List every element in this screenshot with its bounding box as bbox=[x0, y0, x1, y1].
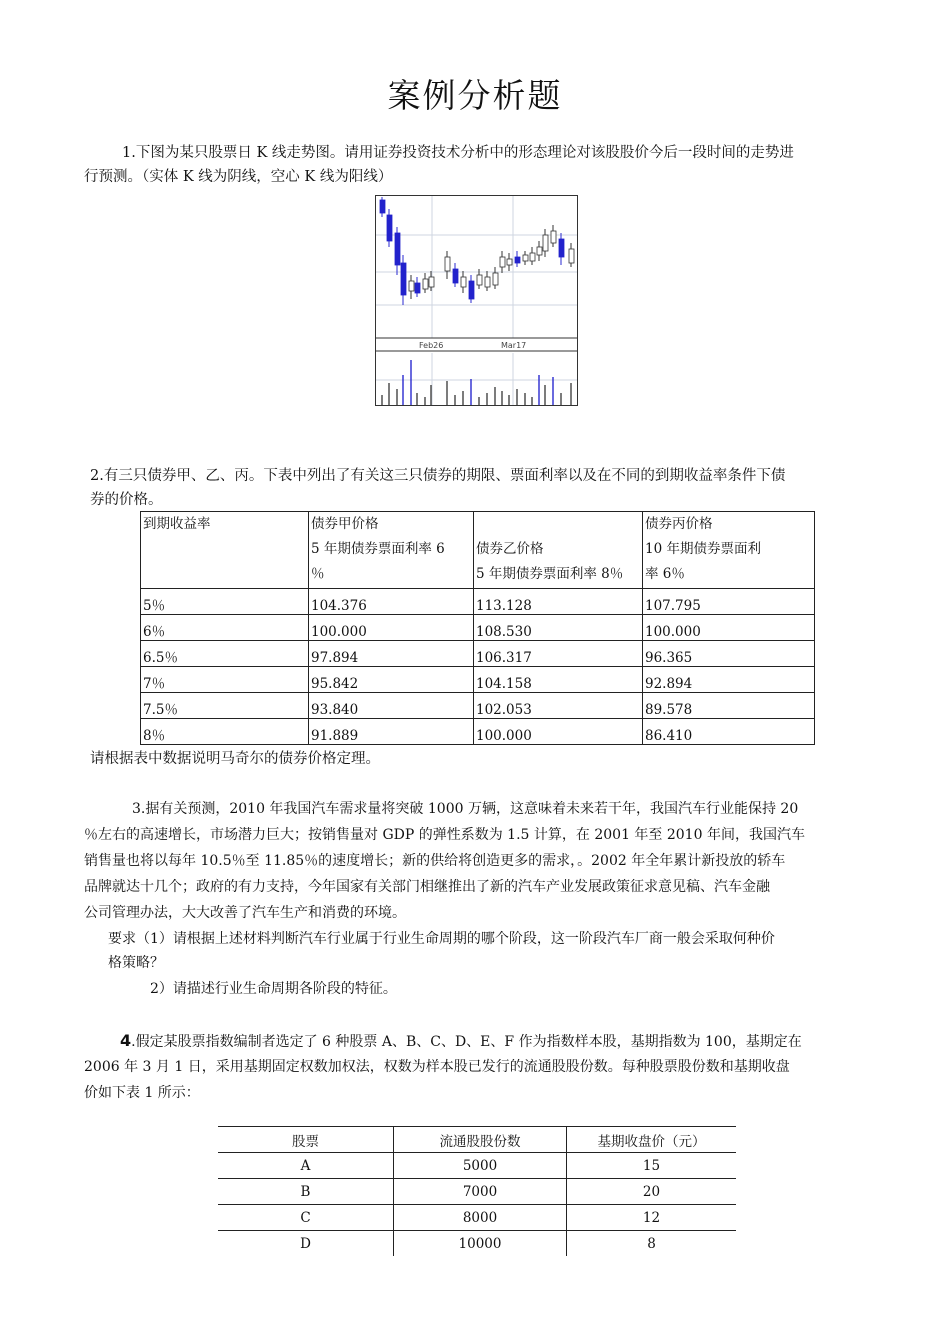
table-cell: 107.795 bbox=[643, 589, 815, 615]
header-yield: 到期收益率 bbox=[141, 512, 309, 589]
table-cell: C bbox=[218, 1205, 394, 1231]
table-row bbox=[141, 667, 815, 693]
q3-line5: 公司管理办法，大大改善了汽车生产和消费的环境。 bbox=[84, 905, 406, 921]
q3-line1: 3.据有关预测，2010 年我国汽车需求量将突破 1000 万辆，这意味着未来若干年，我国汽车行业能保持 20 bbox=[132, 801, 799, 817]
table-cell: 104.158 bbox=[474, 667, 643, 693]
header-bond-a: 债券甲价格 5 年期债券票面利率 6 ％ bbox=[309, 512, 474, 589]
table-row bbox=[141, 719, 815, 745]
table-cell: 7000 bbox=[394, 1179, 567, 1205]
candle-body bbox=[477, 275, 482, 285]
candle-body bbox=[523, 255, 528, 261]
kline-chart bbox=[375, 195, 578, 406]
table-cell: 20 bbox=[567, 1179, 737, 1205]
table-cell: 15 bbox=[567, 1153, 737, 1179]
candle-body bbox=[409, 281, 414, 291]
table-cell: 7.5％ bbox=[141, 693, 309, 719]
table-cell: 6.5％ bbox=[141, 641, 309, 667]
table-cell: 8 bbox=[567, 1231, 737, 1257]
header-shares: 流通股股份数 bbox=[394, 1127, 567, 1153]
table-cell: 102.053 bbox=[474, 693, 643, 719]
candle-body bbox=[445, 257, 450, 271]
q4-line1-text: .假定某股票指数编制者选定了 6 种股票 A、B、C、D、E、F 作为指数样本股，基期指数为 100，基期定在 bbox=[131, 1034, 802, 1050]
table-cell: 106.317 bbox=[474, 641, 643, 667]
chart-frame bbox=[376, 196, 578, 406]
table-row bbox=[141, 589, 815, 615]
candle-body bbox=[551, 231, 556, 243]
header-bond-c: 债券丙价格 10 年期债券票面利 率 6％ bbox=[643, 512, 815, 589]
page-title: 案例分析题 bbox=[387, 76, 563, 115]
table-cell: 113.128 bbox=[474, 589, 643, 615]
table-cell: D bbox=[218, 1231, 394, 1257]
kline-chart-svg bbox=[375, 195, 578, 406]
candle-body bbox=[569, 249, 574, 263]
q1-line2: 行预测。（实体 K 线为阴线，空心 K 线为阳线） bbox=[84, 169, 393, 185]
table-cell: 97.894 bbox=[309, 641, 474, 667]
q4-number: 4 bbox=[120, 1031, 132, 1050]
table-cell: 92.894 bbox=[643, 667, 815, 693]
candle-body bbox=[415, 283, 420, 293]
q3-requirement-1a: 要求（1）请根据上述材料判断汽车行业属于行业生命周期的哪个阶段，这一阶段汽车厂商一般会采取何种价 bbox=[108, 931, 775, 947]
q2-line2: 券的价格。 bbox=[90, 492, 163, 508]
table-cell: 96.365 bbox=[643, 641, 815, 667]
stock-table bbox=[218, 1126, 736, 1256]
table-row bbox=[141, 641, 815, 667]
candle-body bbox=[461, 277, 466, 287]
q3-line3: 销售量也将以每年 10.5％至 11.85％的速度增长；新的供给将创造更多的需求，。2002 年全年累计新投放的轿车 bbox=[84, 853, 786, 869]
candle-body bbox=[515, 257, 520, 263]
table-cell: 5000 bbox=[394, 1153, 567, 1179]
candle-body bbox=[401, 263, 406, 295]
header-base-price: 基期收盘价（元） bbox=[567, 1127, 737, 1153]
table-row bbox=[218, 1153, 736, 1179]
q4-line2: 2006 年 3 月 1 日，采用基期固定权数加权法，权数为样本股已发行的流通股股份数。每种股票股份数和基期收盘 bbox=[84, 1059, 790, 1075]
q3-requirement-1b: 格策略？ bbox=[108, 955, 164, 971]
q4-line1 bbox=[120, 1028, 890, 1055]
table-cell: 8000 bbox=[394, 1205, 567, 1231]
q2-line1: 2.有三只债券甲、乙、丙。下表中列出了有关这三只债券的期限、票面利率以及在不同的到期收益率条件下债 bbox=[90, 468, 786, 484]
candle-body bbox=[423, 279, 428, 289]
table-cell: 7％ bbox=[141, 667, 309, 693]
table-cell: A bbox=[218, 1153, 394, 1179]
table-row bbox=[218, 1205, 736, 1231]
date-label-feb26: Feb26 bbox=[419, 341, 444, 350]
q3-line2: ％左右的高速增长，市场潜力巨大；按销售量对 GDP 的弹性系数为 1.5 计算，在 2001 年至 2010 年间，我国汽车 bbox=[84, 827, 805, 843]
candle-body bbox=[559, 239, 564, 257]
q3-requirement-2: 2）请描述行业生命周期各阶段的特征。 bbox=[150, 981, 397, 997]
table-cell: 104.376 bbox=[309, 589, 474, 615]
candle-body bbox=[543, 235, 548, 251]
table-cell: 10000 bbox=[394, 1231, 567, 1257]
bond-table-header bbox=[141, 512, 815, 589]
candle-body bbox=[469, 281, 474, 299]
candle-body bbox=[429, 277, 434, 287]
table-cell: 91.889 bbox=[309, 719, 474, 745]
table-cell: 89.578 bbox=[643, 693, 815, 719]
table-cell: B bbox=[218, 1179, 394, 1205]
candle-body bbox=[507, 259, 512, 265]
table-row bbox=[218, 1179, 736, 1205]
candle-body bbox=[453, 269, 458, 283]
candle-body bbox=[485, 277, 490, 287]
table-cell: 12 bbox=[567, 1205, 737, 1231]
table-cell: 93.840 bbox=[309, 693, 474, 719]
table-cell: 100.000 bbox=[643, 615, 815, 641]
table-cell: 8％ bbox=[141, 719, 309, 745]
candle-body bbox=[380, 200, 385, 213]
table-cell: 100.000 bbox=[474, 719, 643, 745]
table-cell: 108.530 bbox=[474, 615, 643, 641]
candle-body bbox=[530, 253, 535, 261]
q3-line4: 品牌就达十几个；政府的有力支持，今年国家有关部门相继推出了新的汽车产业发展政策征求意见稿、汽车金融 bbox=[84, 879, 770, 895]
header-stock: 股票 bbox=[218, 1127, 394, 1153]
q4-line3: 价如下表 1 所示： bbox=[84, 1085, 200, 1101]
table-cell: 95.842 bbox=[309, 667, 474, 693]
candle-body bbox=[500, 257, 505, 267]
candle-body bbox=[493, 273, 498, 285]
header-bond-b: 债券乙价格 5 年期债券票面利率 8％ bbox=[474, 512, 643, 589]
table-cell: 5％ bbox=[141, 589, 309, 615]
table-cell: 100.000 bbox=[309, 615, 474, 641]
table-row bbox=[141, 615, 815, 641]
q1-line1: 1.下图为某只股票日 K 线走势图。请用证券投资技术分析中的形态理论对该股股价今后一段时间的走势进 bbox=[122, 145, 794, 161]
candle-body bbox=[387, 215, 392, 241]
table-cell: 86.410 bbox=[643, 719, 815, 745]
table-cell: 6％ bbox=[141, 615, 309, 641]
table-row bbox=[141, 693, 815, 719]
date-label-mar17: Mar17 bbox=[501, 341, 527, 350]
candle-body bbox=[537, 247, 542, 255]
stock-table-header bbox=[218, 1127, 736, 1153]
bond-price-table bbox=[140, 511, 815, 745]
table-row bbox=[218, 1231, 736, 1257]
candle-body bbox=[395, 233, 400, 265]
q2-note: 请根据表中数据说明马奇尔的债券价格定理。 bbox=[90, 751, 380, 767]
